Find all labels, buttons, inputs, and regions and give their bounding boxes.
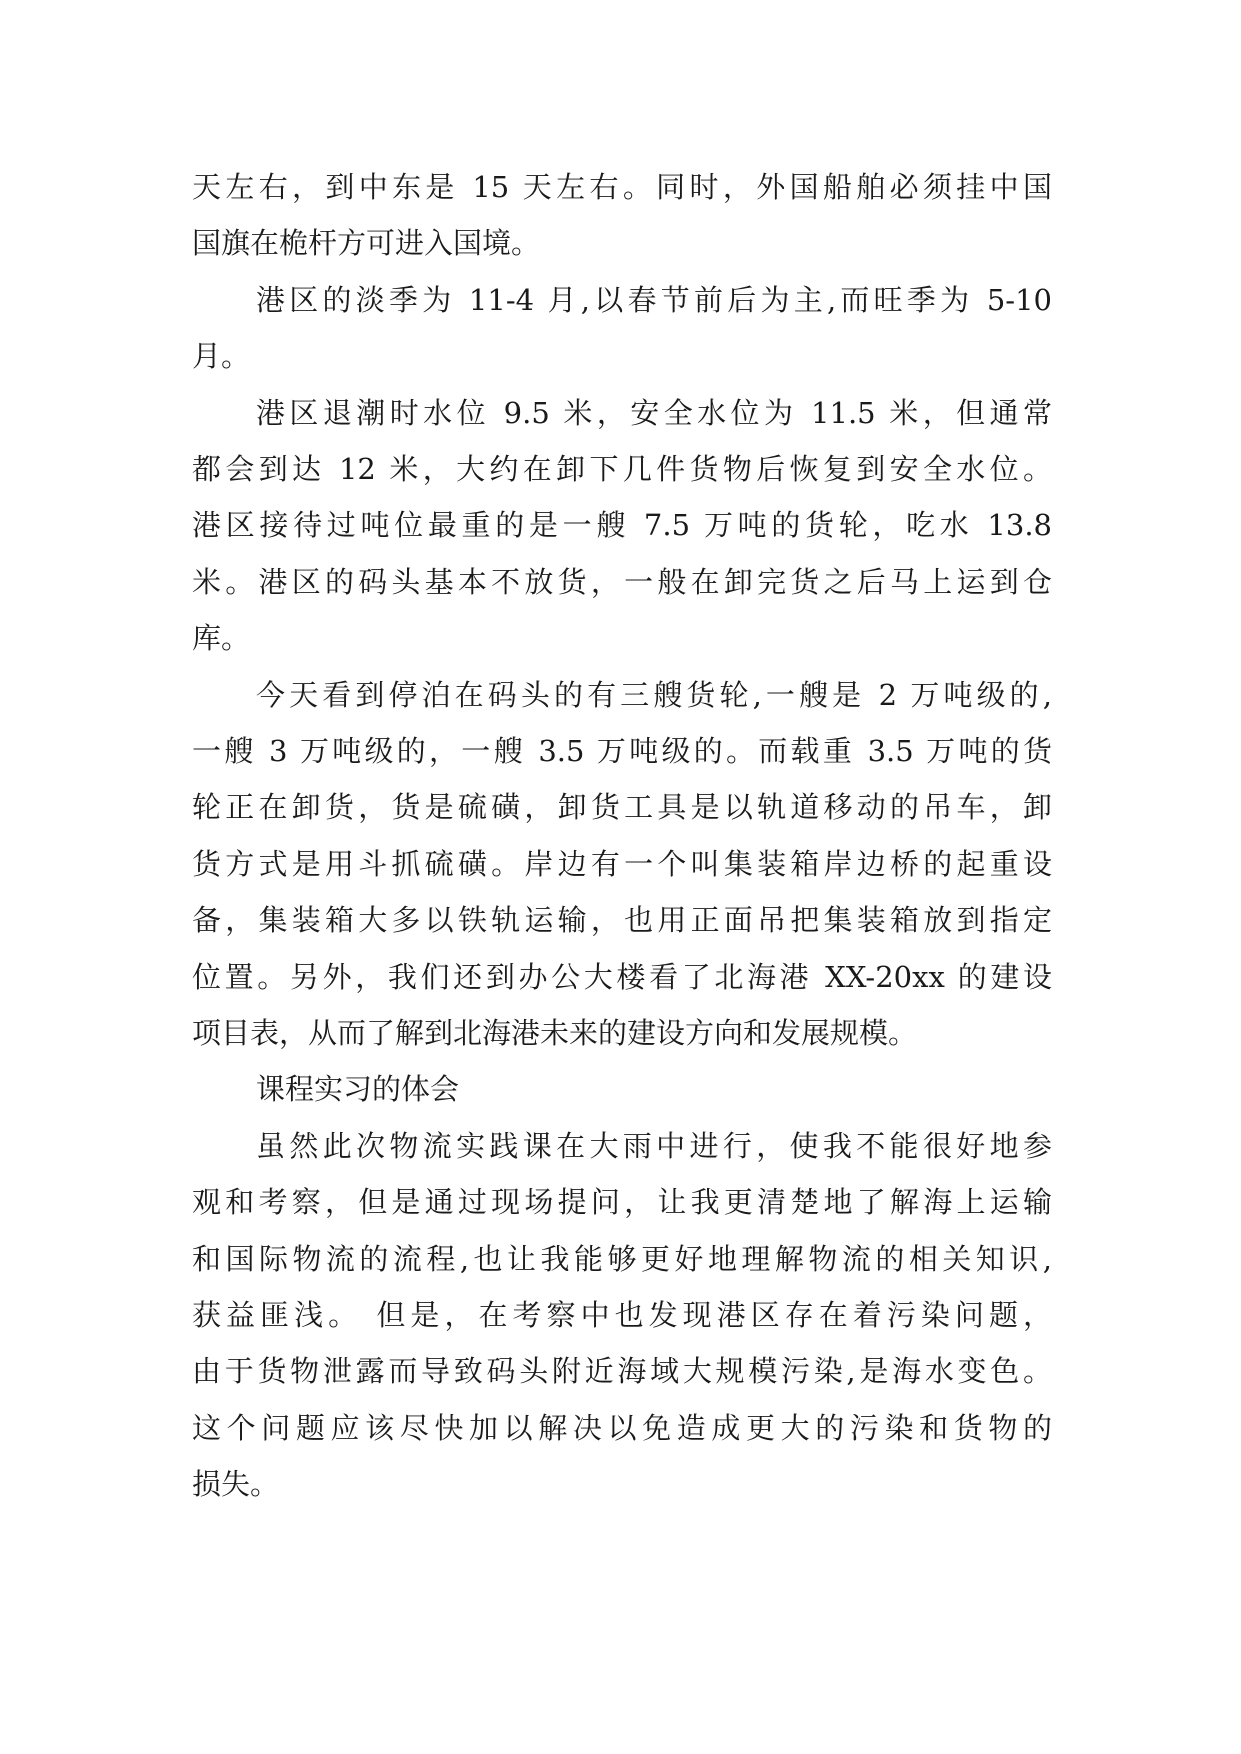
text-line: 月。: [192, 339, 251, 374]
text-line: 港区接待过吨位最重的是一艘 7.5 万吨的货轮，吃水 13.8: [192, 508, 1052, 543]
text-line: 天左右，到中东是 15 天左右。同时，外国船舶必须挂中国: [192, 170, 1052, 204]
text-line: 轮正在卸货，货是硫磺，卸货工具是以轨道移动的吊车，卸: [192, 790, 1052, 825]
text-line: 位置。另外，我们还到办公大楼看了北海港 XX-20xx 的建设: [192, 959, 1052, 994]
text-line: 备，集装箱大多以铁轨运输，也用正面吊把集装箱放到指定: [192, 903, 1052, 938]
text-line: 港区退潮时水位 9.5 米，安全水位为 11.5 米，但通常: [256, 395, 1052, 430]
section-heading: 课程实习的体会: [256, 1072, 460, 1107]
text-line: 港区的淡季为 11-4 月,以春节前后为主,而旺季为 5-10: [256, 282, 1052, 317]
text-line: 由于货物泄露而导致码头附近海域大规模污染,是海水变色。: [192, 1354, 1052, 1389]
text-line: 获益匪浅。 但是，在考察中也发现港区存在着污染问题，: [192, 1298, 1052, 1332]
text-line: 一艘 3 万吨级的，一艘 3.5 万吨级的。而载重 3.5 万吨的货: [192, 734, 1052, 768]
text-line: 损失。: [192, 1467, 280, 1502]
text-line: 都会到达 12 米，大约在卸下几件货物后恢复到安全水位。: [192, 452, 1052, 486]
text-line: 国旗在桅杆方可进入国境。: [192, 226, 541, 261]
text-line: 项目表，从而了解到北海港未来的建设方向和发展规模。: [192, 1016, 918, 1050]
text-line: 这个问题应该尽快加以解决以免造成更大的污染和货物的: [192, 1410, 1052, 1445]
text-line: 和国际物流的流程,也让我能够更好地理解物流的相关知识,: [192, 1241, 1052, 1276]
text-line: 米。港区的码头基本不放货，一般在卸完货之后马上运到仓: [192, 564, 1052, 599]
text-line: 虽然此次物流实践课在大雨中进行，使我不能很好地参: [256, 1128, 1052, 1163]
text-line: 今天看到停泊在码头的有三艘货轮,一艘是 2 万吨级的,: [256, 677, 1052, 712]
text-line: 库。: [192, 621, 251, 656]
text-line: 观和考察，但是通过现场提问，让我更清楚地了解海上运输: [192, 1185, 1052, 1220]
text-line: 货方式是用斗抓硫磺。岸边有一个叫集装箱岸边桥的起重设: [192, 846, 1052, 881]
